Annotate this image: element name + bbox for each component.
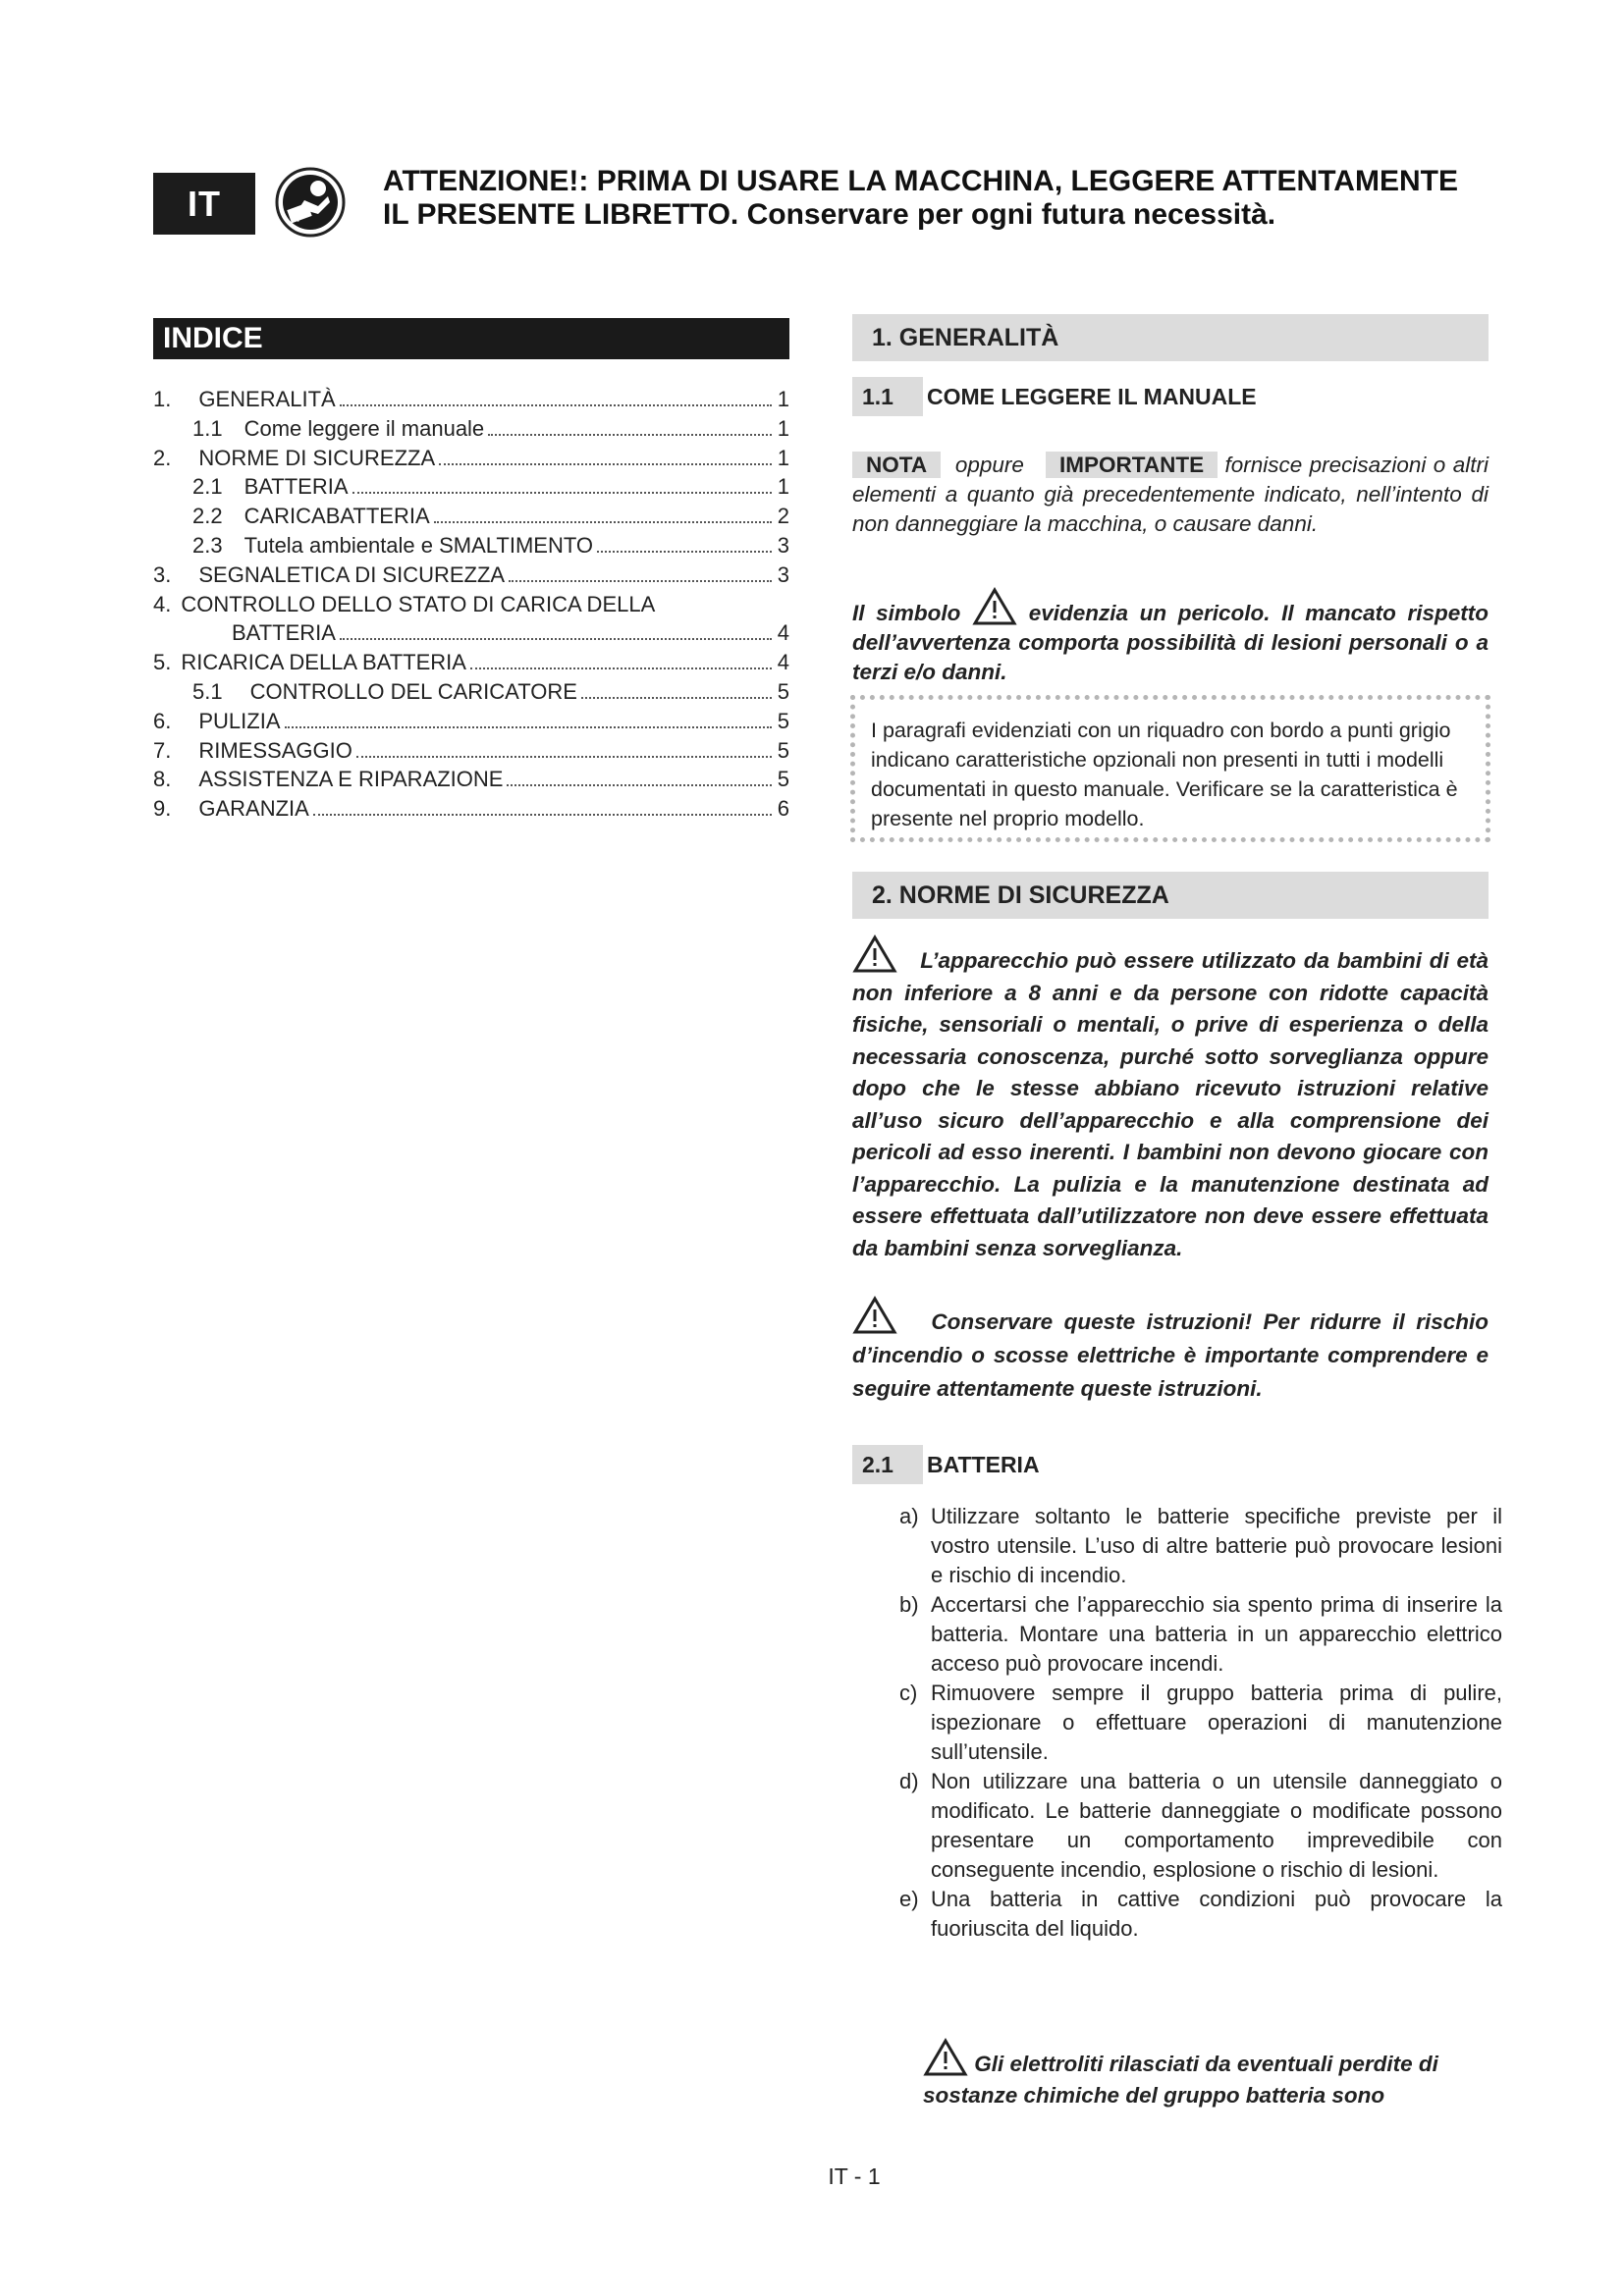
index-title: INDICE [153, 318, 789, 359]
toc-entry-label: Come leggere il manuale [244, 415, 485, 441]
toc-entry-number: 4. [153, 591, 172, 616]
toc-leader-dots [340, 637, 772, 640]
toc-entry[interactable] [153, 529, 789, 559]
toc-entry-page: 6 [777, 796, 789, 822]
subsection-number: 1.1 [852, 377, 923, 416]
toc-entry[interactable] [153, 705, 789, 734]
toc-entry-number: 5. [153, 650, 172, 675]
symbol-text-before: Il simbolo [852, 601, 961, 625]
list-item [899, 1502, 1502, 1590]
toc-entry-number: 6. [153, 708, 172, 733]
importante-tag: IMPORTANTE [1046, 452, 1218, 478]
toc-entry[interactable] [153, 588, 789, 617]
language-badge: IT [153, 173, 255, 235]
toc-entry-number: 3. [153, 561, 172, 587]
toc-entry-number: 1. [153, 387, 172, 411]
toc-entry[interactable] [153, 734, 789, 764]
toc-entry[interactable] [153, 412, 789, 442]
list-item-text: Rimuovere sempre il gruppo batteria prima di pulire, ispezionare o effettuare operazioni di manutenzione sull’utensile. [931, 1681, 1502, 1764]
list-item-marker: e) [899, 1887, 919, 1911]
warning-triangle-icon [972, 587, 1017, 626]
toc-entry-page: 5 [777, 737, 789, 763]
note-box-text: I paragrafi evidenziati con un riquadro con bordo a punti grigio indicano caratteristiche opzionali non presenti in tutti i modelli documentati in questo manuale. Verificare se la caratteristica è presente nel proprio modello. [871, 719, 1458, 830]
toc-entry[interactable] [153, 470, 789, 500]
electrolyte-warning [923, 2038, 1492, 2111]
toc-leader-dots [470, 667, 772, 669]
toc-entry-page: 5 [777, 767, 789, 792]
symbol-text-after: evidenzia un pericolo. Il mancato rispetto dell’avvertenza comporta possibilità di lesioni personali o a terzi e/o danni. [852, 601, 1489, 684]
toc-leader-dots [509, 579, 772, 582]
header-line-1: ATTENZIONE!: PRIMA DI USARE LA MACCHINA, LEGGERE ATTENTAMENTE [383, 165, 1458, 197]
header-line-2: IL PRESENTE LIBRETTO. Conservare per ogni futura necessità. [383, 198, 1276, 231]
warning-triangle-icon [852, 1296, 897, 1335]
toc-leader-dots [340, 403, 772, 406]
toc-leader-dots [488, 433, 772, 436]
toc-entry-page: 5 [777, 679, 789, 704]
toc-entry[interactable] [153, 675, 789, 705]
subsection-title: COME LEGGERE IL MANUALE [927, 383, 1257, 409]
warning-keep-instructions [852, 1296, 1489, 1406]
attention-header [383, 165, 1492, 232]
list-item-text: Non utilizzare una batteria o un utensile danneggiato o modificato. Le batterie danneggiate o modificate possono presentare un comportamento imprevedibile con conseguente incendio, esplosione o rischio di lesioni. [931, 1769, 1502, 1882]
toc-entry-label: BATTERIA [244, 474, 349, 500]
page-number: IT - 1 [828, 2163, 881, 2189]
toc-leader-dots [352, 491, 772, 494]
battery-safety-list [899, 1502, 1502, 1944]
danger-symbol-paragraph [852, 587, 1489, 687]
toc-entry-number: 2.1 [192, 474, 223, 500]
toc-leader-dots [597, 550, 772, 553]
optional-feature-note-box [850, 695, 1490, 842]
subsection-number: 2.1 [852, 1445, 923, 1484]
toc-entry-number: 8. [153, 767, 172, 792]
oppure-text: oppure [954, 453, 1024, 477]
toc-entry[interactable] [153, 559, 789, 588]
toc-entry-label: GENERALITÀ [198, 387, 336, 411]
toc-entry[interactable] [153, 616, 789, 646]
toc-entry-label: NORME DI SICUREZZA [198, 445, 436, 470]
toc-entry-number: 9. [153, 796, 172, 822]
toc-entry-number: 2. [153, 445, 172, 470]
toc-leader-dots [285, 725, 773, 728]
warning-keep-text: Conservare queste istruzioni! Per ridurre il rischio d’incendio o scosse elettriche è importante comprendere e seguire attentamente queste istruzioni. [852, 1309, 1489, 1401]
warning-children-text: L’apparecchio può essere utilizzato da bambini di età non inferiore a 8 anni e da persone con ridotte capacità fisiche, sensoriali o mentali, o prive di esperienza o della necessaria conoscenza, purché sotto sorveglianza oppure dopo che le stesse abbiano ricevuto istruzioni relative all’uso sicuro dell’apparecchio e alla comprensione dei pericoli ad esso inerenti. I bambini non devono giocare con l’apparecchio. La pulizia e la manutenzione destinata ad essere effettuata dall’utilizzatore non deve essere effettuata da bambini senza sorveglianza. [852, 948, 1489, 1260]
toc-leader-dots [356, 755, 772, 758]
list-item-marker: d) [899, 1769, 919, 1793]
toc-entry-label: RICARICA DELLA BATTERIA [181, 650, 466, 675]
list-item-marker: b) [899, 1592, 919, 1617]
toc-entry-label: SEGNALETICA DI SICUREZZA [198, 561, 506, 587]
toc-entry[interactable] [153, 383, 789, 412]
toc-entry-page: 4 [777, 650, 789, 675]
toc-entry[interactable] [153, 763, 789, 792]
subsection-title: BATTERIA [927, 1451, 1040, 1477]
warning-children-paragraph [852, 934, 1489, 1264]
list-item [899, 1885, 1502, 1944]
toc-entry-page: 1 [777, 474, 789, 500]
toc-entry-page: 1 [777, 387, 789, 411]
toc-entry-page: 1 [777, 415, 789, 441]
warning-triangle-icon [923, 2038, 968, 2077]
toc-leader-dots [439, 462, 772, 465]
toc-entry-label: CONTROLLO DEL CARICATORE [249, 679, 577, 704]
toc-entry-number: 2.2 [192, 504, 223, 529]
list-item [899, 1679, 1502, 1767]
section-1-title: 1. GENERALITÀ [852, 314, 1489, 361]
toc-entry-number: 2.3 [192, 533, 223, 558]
toc-entry-label: ASSISTENZA E RIPARAZIONE [198, 767, 504, 792]
list-item-text: Accertarsi che l’apparecchio sia spento prima di inserire la batteria. Montare una batteria in un apparecchio elettrico acceso può provocare incendi. [931, 1592, 1502, 1676]
toc-leader-dots [507, 783, 772, 786]
toc-entry-page: 5 [777, 708, 789, 733]
subsection-1-1-heading [852, 377, 1257, 416]
read-manual-icon [275, 167, 346, 238]
toc-entry-page: 3 [777, 561, 789, 587]
list-item-text: Utilizzare soltanto le batterie specifiche previste per il vostro utensile. L’uso di altre batterie può provocare lesioni e rischio di incendio. [931, 1504, 1502, 1587]
list-item [899, 1590, 1502, 1679]
toc-entry-number: 5.1 [192, 679, 223, 704]
toc-entry-page: 4 [777, 620, 789, 646]
toc-entry-label: GARANZIA [198, 796, 309, 822]
nota-text: fornisce precisazioni o altri elementi a quanto già precedentemente indicato, nell’intento di non danneggiare la macchina, o causare danni. [852, 453, 1489, 536]
toc-entry-label: BATTERIA [232, 620, 336, 646]
nota-tag: NOTA [852, 452, 941, 478]
nota-paragraph [852, 451, 1489, 539]
toc-entry-label: Tutela ambientale e SMALTIMENTO [244, 533, 593, 558]
toc-entry[interactable] [153, 792, 789, 822]
toc-entry-label: RIMESSAGGIO [198, 737, 352, 763]
toc-entry-page: 1 [777, 445, 789, 470]
toc-leader-dots [434, 520, 772, 523]
list-item-marker: c) [899, 1681, 918, 1705]
toc-entry[interactable] [153, 646, 789, 675]
toc-leader-dots [313, 813, 772, 816]
toc-entry-label: CONTROLLO DELLO STATO DI CARICA DELLA [181, 591, 656, 616]
list-item [899, 1767, 1502, 1885]
section-2-title: 2. NORME DI SICUREZZA [852, 872, 1489, 919]
toc-entry-page: 3 [777, 533, 789, 558]
electrolyte-warning-text: Gli elettroliti rilasciati da eventuali perdite di sostanze chimiche del gruppo batteria sono [923, 2052, 1438, 2108]
warning-triangle-icon [852, 934, 897, 974]
list-item-text: Una batteria in cattive condizioni può provocare la fuoriuscita del liquido. [931, 1887, 1502, 1941]
toc-entry-label: CARICABATTERIA [244, 504, 430, 529]
toc-entry[interactable] [153, 442, 789, 471]
list-item-marker: a) [899, 1504, 919, 1528]
toc-entry[interactable] [153, 500, 789, 529]
toc-entry-number: 7. [153, 737, 172, 763]
toc-entry-number: 1.1 [192, 415, 223, 441]
toc-leader-dots [581, 696, 772, 699]
subsection-2-1-heading [852, 1445, 1040, 1484]
toc-entry-page: 2 [777, 504, 789, 529]
toc-entry-label: PULIZIA [198, 708, 281, 733]
